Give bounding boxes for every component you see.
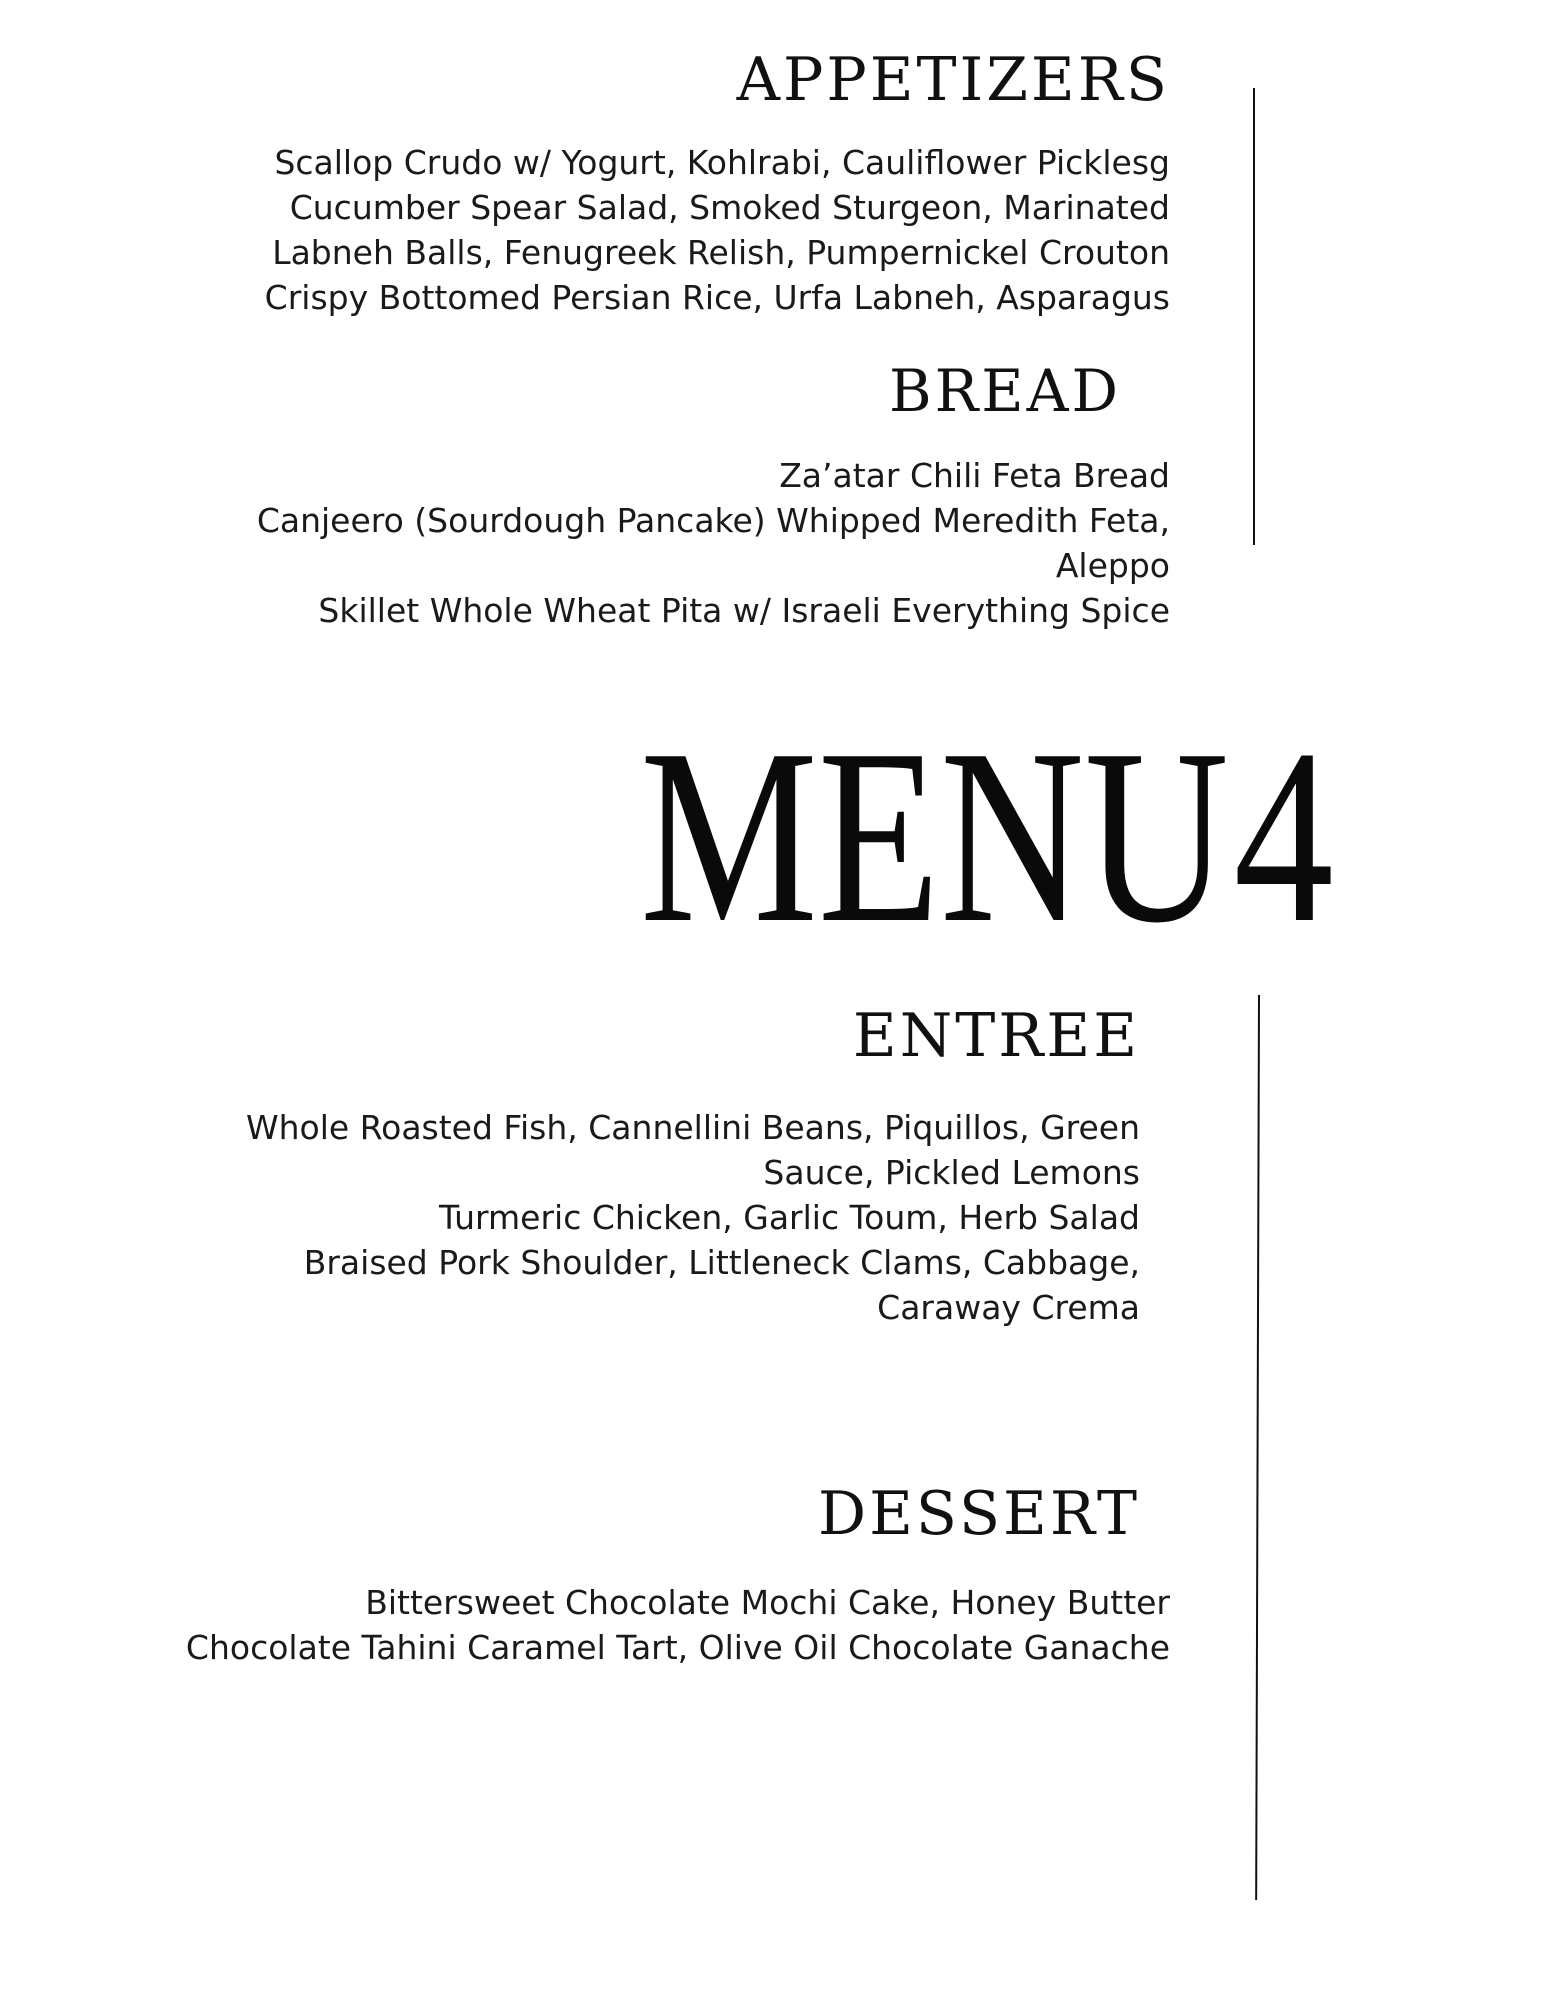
entree-heading: ENTREE [852,1001,1140,1071]
list-item: Skillet Whole Wheat Pita w/ Israeli Everything Spice [318,591,1170,630]
list-item: Cucumber Spear Salad, Smoked Sturgeon, Marinated [289,188,1170,227]
dessert-heading: DESSERT [818,1479,1140,1549]
vertical-divider-top [1253,88,1255,545]
vertical-divider-bottom [1255,995,1260,1900]
menu-number: 4 [1233,698,1334,975]
list-item: Scallop Crudo w/ Yogurt, Kohlrabi, Cauliflower Picklesg [274,143,1170,182]
list-item: Caraway Crema [877,1288,1140,1327]
appetizers-list [265,140,1170,320]
list-item: Whole Roasted Fish, Cannellini Beans, Piquillos, Green [246,1108,1140,1147]
menu-title [640,698,1334,975]
list-item: Chocolate Tahini Caramel Tart, Olive Oil Chocolate Ganache [185,1628,1170,1667]
list-item: Bittersweet Chocolate Mochi Cake, Honey Butter [365,1583,1170,1622]
bread-heading: BREAD [888,357,1121,425]
list-item: Aleppo [1055,546,1170,585]
list-item: Braised Pork Shoulder, Littleneck Clams, Cabbage, [303,1243,1140,1282]
list-item: Turmeric Chicken, Garlic Toum, Herb Salad [438,1198,1140,1237]
dessert-list [186,1580,1170,1670]
bread-list [257,453,1170,633]
appetizers-heading: APPETIZERS [736,45,1170,115]
list-item: Crispy Bottomed Persian Rice, Urfa Labneh, Asparagus [264,278,1170,317]
list-item: Labneh Balls, Fenugreek Relish, Pumpernickel Crouton [272,233,1170,272]
list-item: Za’atar Chili Feta Bread [779,456,1170,495]
list-item: Canjeero (Sourdough Pancake) Whipped Meredith Feta, [256,501,1170,540]
entree-list [246,1105,1140,1330]
menu-title-word: MENU [640,698,1229,975]
list-item: Sauce, Pickled Lemons [763,1153,1140,1192]
